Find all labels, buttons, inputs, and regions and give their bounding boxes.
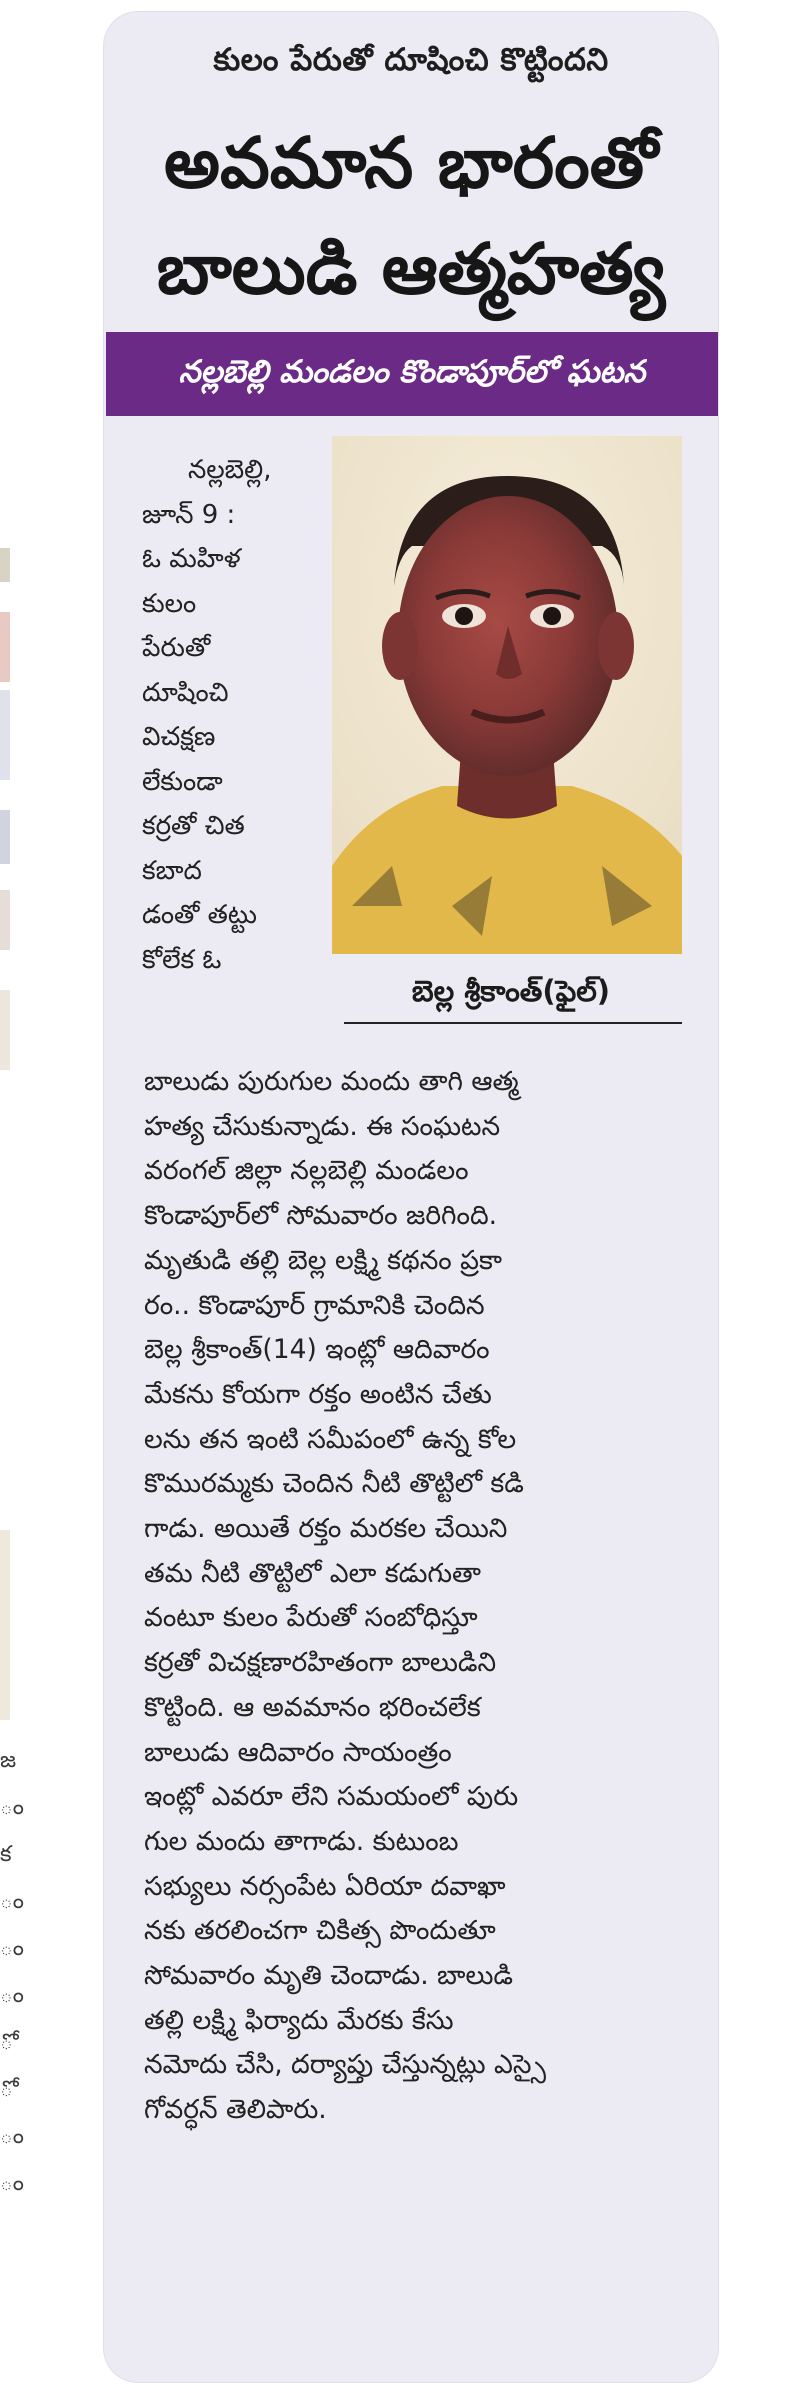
edge-fragment	[0, 810, 10, 864]
news-clipping	[104, 12, 718, 2382]
text-line: వరంగల్ జిల్లా నల్లబెల్లి మండలం	[144, 1155, 469, 1187]
text-line: కులం	[142, 588, 197, 619]
headline-line-2: బాలుడి ఆత్మహత్య	[156, 228, 666, 310]
portrait-illustration	[332, 436, 682, 954]
edge-glyph: ో	[0, 2030, 13, 2055]
text-line: తల్లి లక్ష్మి ఫిర్యాదు మేరకు కేసు	[144, 2004, 454, 2036]
text-line: దూషించి	[142, 677, 229, 708]
text-line: నకు తరలించగా చికిత్స పొందుతూ	[144, 1915, 496, 1947]
text-line: జూన్ 9 :	[142, 499, 236, 530]
text-line: బాలుడు ఆదివారం సాయంత్రం	[144, 1736, 452, 1768]
text-line: గాడు. అయితే రక్తం మరకల చేయిని	[144, 1513, 508, 1545]
edge-glyph: ం	[0, 1983, 24, 2008]
edge-glyph: జ	[0, 1748, 17, 1773]
text-line: బాలుడు పురుగుల మందు తాగి ఆత్మ	[144, 1066, 519, 1097]
text-line: విచక్షణ	[142, 722, 216, 752]
text-line: మేకను కోయగా రక్తం అంటిన చేతు	[144, 1378, 492, 1410]
subhead-text: నల్లబెల్లి మండలం కొండాపూర్‌లో ఘటన	[178, 354, 646, 390]
text-line: కర్రతో విచక్షణారహితంగా బాలుడిని	[144, 1647, 497, 1679]
headline-line-1: అవమాన భారంతో	[164, 122, 658, 204]
photo-caption: బెల్ల శ్రీకాంత్(ఫైల్)	[411, 974, 611, 1008]
text-line: కొట్టింది. ఆ అవమానం భరించలేక	[144, 1691, 481, 1723]
text-line: నల్లబెల్లి,	[188, 455, 272, 485]
text-line: బెల్ల శ్రీకాంత్(14) ఇంట్లో ఆదివారం	[144, 1334, 490, 1366]
edge-fragment	[0, 612, 10, 682]
text-line: రం.. కొండాపూర్ గ్రామానికి చెందిన	[144, 1289, 485, 1321]
text-line: సభ్యులు నర్సంపేట ఏరియా దవాఖా	[144, 1870, 506, 1902]
edge-fragment	[0, 1530, 10, 1720]
text-line: పేరుతో	[142, 633, 211, 663]
text-line: గోవర్ధన్ తెలిపారు.	[144, 2094, 327, 2126]
caption-underline	[344, 1022, 682, 1024]
edge-glyph: ం	[0, 1936, 24, 1961]
boy-photo	[332, 436, 682, 954]
text-line: ఇంట్లో ఎవరూ లేని సమయంలో పురు	[144, 1781, 519, 1813]
edge-glyph: ం	[0, 1889, 24, 1914]
kicker-line: కులం పేరుతో దూషించి కొట్టిందని	[213, 42, 609, 78]
edge-glyph: ం	[0, 1795, 24, 1820]
adjacent-column-edge	[0, 0, 24, 2401]
edge-glyph: క	[0, 1842, 12, 1867]
text-line: ఓ మహిళ	[142, 544, 241, 574]
text-line: గుల మందు తాగాడు. కుటుంబ	[144, 1825, 459, 1857]
text-line: కర్రతో చిత	[142, 811, 245, 841]
edge-fragment	[0, 690, 10, 780]
text-line: నమోదు చేసి, దర్యాప్తు చేస్తున్నట్లు ఎస్సై	[144, 2049, 546, 2081]
text-line: మృతుడి తల్లి బెల్ల లక్ష్మి కథనం ప్రకా	[144, 1244, 502, 1276]
edge-glyph: ం	[0, 2124, 24, 2149]
subhead-band	[106, 332, 718, 416]
edge-fragment	[0, 890, 10, 950]
edge-glyph: ం	[0, 2171, 24, 2196]
text-line: లేకుండా	[142, 766, 223, 797]
text-line: కోలేక ఓ	[142, 944, 222, 975]
edge-fragment	[0, 990, 10, 1070]
text-line: సోమవారం మృతి చెందాడు. బాలుడి	[144, 1960, 514, 1992]
text-line: వంటూ కులం పేరుతో సంబోధిస్తూ	[144, 1602, 478, 1634]
text-line: లను తన ఇంటి సమీపంలో ఉన్న కోల	[144, 1423, 517, 1455]
text-line: కబాద	[142, 855, 202, 886]
text-line: హత్య చేసుకున్నాడు. ఈ సంఘటన	[144, 1110, 501, 1142]
text-line: డంతో తట్టు	[142, 900, 257, 930]
article-body	[144, 1060, 684, 2133]
dateline-column	[142, 448, 330, 982]
text-line: కొమురమ్మకు చెందిన నీటి తొట్టిలో కడి	[144, 1468, 524, 1500]
edge-fragment	[0, 548, 10, 582]
text-line: కొండాపూర్‌లో సోమవారం జరిగింది.	[144, 1200, 498, 1232]
edge-glyph: ో	[0, 2077, 13, 2102]
text-line: తమ నీటి తొట్టిలో ఎలా కడుగుతా	[144, 1557, 481, 1589]
